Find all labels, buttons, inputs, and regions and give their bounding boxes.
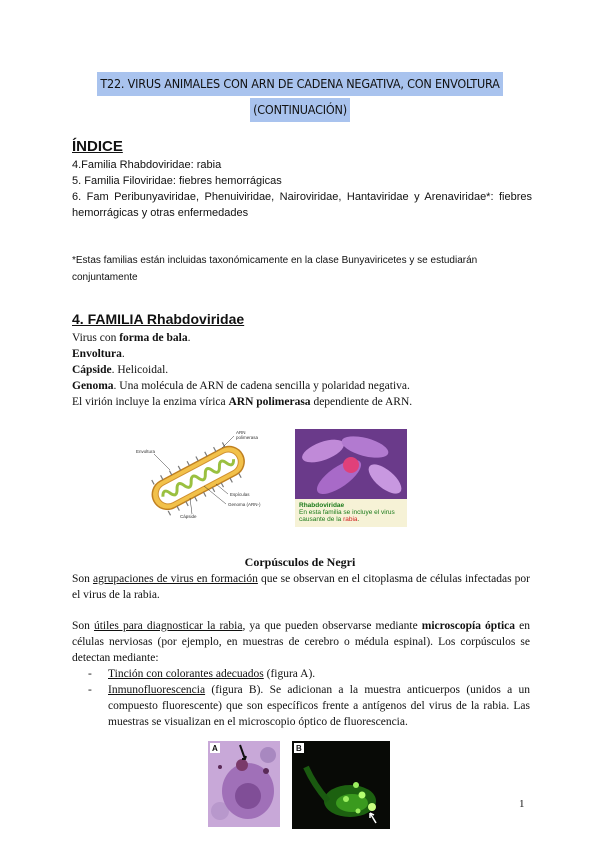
bold-text: microscopía óptica xyxy=(421,620,516,632)
page-title xyxy=(0,72,600,122)
underlined-text: útiles para diagnosticar la rabia xyxy=(93,620,243,632)
text: Virus con xyxy=(72,332,120,344)
figure-b-label: B xyxy=(296,744,302,753)
negri-paragraph-1 xyxy=(72,571,530,603)
underlined-text: Inmunofluorescencia xyxy=(108,684,206,696)
index-item-2: 5. Familia Filoviridae: fiebres hemorrágicas xyxy=(72,175,282,187)
caption-text: causante de la xyxy=(299,516,344,523)
text: Son xyxy=(72,620,94,632)
index-footnote: *Estas familias están incluidas taxonómicamente en la clase Bunyaviricetes y se estudiarán conjuntamente xyxy=(72,255,478,283)
figure-a-stained-cell xyxy=(208,741,280,827)
section-heading-rhabdoviridae: 4. FAMILIA Rhabdoviridae xyxy=(72,311,245,327)
title-line-2: (CONTINUACIÓN) xyxy=(250,98,350,122)
line-capsid xyxy=(72,362,530,378)
text: (figura A). xyxy=(263,668,316,680)
figure-b-svg xyxy=(292,741,390,829)
text: (figura B). Se adicionan a la muestra anticuerpos (unidos a un compuesto fluorescente) que son específicos frente a antígenos del virus de la rabia. Las muestras se visualizan en el microscopio óptico de fluorescencia. xyxy=(108,684,530,728)
line-shape xyxy=(72,330,530,346)
index-item-1: 4.Familia Rhabdoviridae: rabia xyxy=(72,159,222,171)
paragraph xyxy=(72,618,530,666)
negri-heading: Corpúsculos de Negri xyxy=(244,555,356,569)
text: en células nerviosas (por ejemplo, en muestras de cerebro o médula espinal). Los corpúsculos se detectan mediante: xyxy=(72,620,530,664)
list-item xyxy=(72,666,530,682)
caption-title: Rhabdoviridae xyxy=(299,502,345,509)
rhabdo-micrograph xyxy=(295,429,407,527)
text: . xyxy=(187,332,191,344)
caption-text: . xyxy=(357,516,360,523)
page-number: 1 xyxy=(519,798,525,810)
negri-paragraph-2 xyxy=(72,618,530,730)
label-arn-sub: polimerasa xyxy=(236,435,259,440)
index-heading: ÍNDICE xyxy=(72,138,123,155)
text: Son xyxy=(72,573,93,585)
bold-text: Envoltura xyxy=(72,348,122,360)
section4-body xyxy=(72,330,530,410)
bold-text: ARN polimerasa xyxy=(228,396,311,408)
bold-text: forma de bala xyxy=(119,332,188,344)
title-line-1: T22. VIRUS ANIMALES CON ARN DE CADENA NEGATIVA, CON ENVOLTURA xyxy=(97,72,502,96)
label-spikes: Espículas xyxy=(230,492,250,497)
bold-text: Genoma xyxy=(72,380,114,392)
underlined-text: Tinción con colorantes adecuados xyxy=(108,668,264,680)
figure-a-svg xyxy=(208,741,280,827)
virion-diagram xyxy=(130,428,262,520)
label-arn: ARN xyxy=(236,430,246,435)
virion-diagram-svg xyxy=(130,428,262,520)
caption-text: En esta familia se incluye el virus xyxy=(299,509,395,516)
line-polymerase xyxy=(72,394,530,410)
bold-text: Cápside xyxy=(72,364,112,376)
line-envelope xyxy=(72,346,530,362)
paragraph xyxy=(72,571,530,603)
text: . xyxy=(121,348,125,360)
label-capside: Cápside xyxy=(180,514,197,519)
micrograph-caption xyxy=(299,502,395,523)
text: dependiente de ARN. xyxy=(310,396,413,408)
index-item-3: 6. Fam Peribunyaviridae, Phenuiviridae, Nairoviridae, Hantaviridae y Arenaviridae*: fiebres hemorrágicas y otras enfermedades xyxy=(72,191,532,219)
underlined-text: agrupaciones de virus en formación xyxy=(92,573,258,585)
caption-red-text: rabia xyxy=(343,516,358,523)
list-item xyxy=(72,682,530,730)
text: El virión incluye la enzima vírica xyxy=(72,396,229,408)
micrograph-svg xyxy=(295,429,407,499)
text: , ya que pueden observarse mediante xyxy=(242,620,422,632)
line-genome xyxy=(72,378,530,394)
figure-b-fluorescence xyxy=(292,741,390,829)
label-genoma: Genoma (ARN-) xyxy=(228,502,261,507)
text: que se observan en el citoplasma de células infectadas por el virus de la rabia. xyxy=(72,573,530,601)
label-envoltura: Envoltura xyxy=(136,449,156,454)
text: . Helicoidal. xyxy=(111,364,169,376)
text: . Una molécula de ARN de cadena sencilla y polaridad negativa. xyxy=(113,380,410,392)
detection-methods-list xyxy=(72,666,530,730)
figure-a-label: A xyxy=(212,744,218,753)
